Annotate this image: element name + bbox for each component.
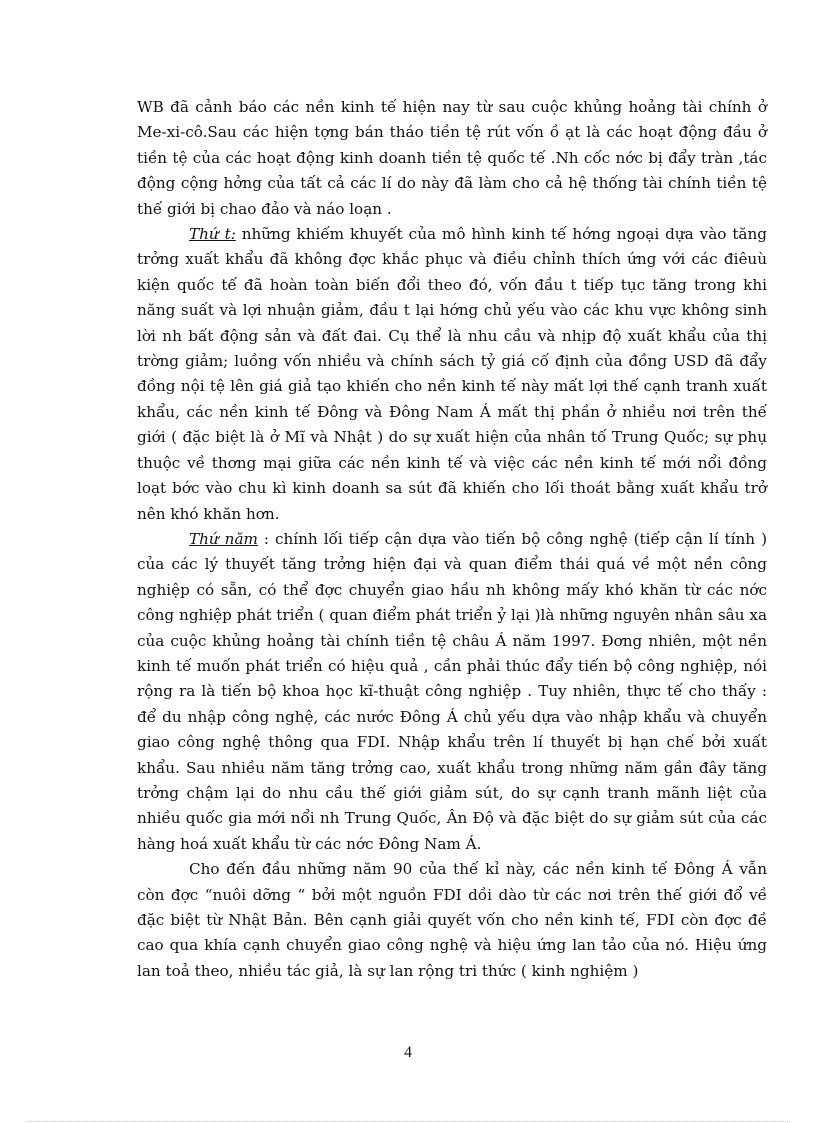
paragraph-2: [137, 222, 767, 527]
section-label-thu-tu: Thứ t:: [189, 225, 236, 244]
body-text: [137, 95, 767, 984]
page-bottom-divider: [28, 1121, 788, 1122]
section-label-thu-nam: Thứ năm: [189, 529, 258, 548]
paragraph-3-text: : chính lối tiếp cận dựa vào tiến bộ công nghệ (tiếp cận lí tính ) của các lý thuyết tăng trởng hiện đại và quan điểm thái quá về một nền công nghiệp có sẵn, có thể đợc chuyển giao hầu nh không mấy khó khăn từ các nớc công nghiệp phát triển ( quan điểm phát triển ỷ lại )là những nguyên nhân sâu xa của cuộc khủng hoảng tài chính tiền tệ châu Á năm 1997. Đơng nhiên, một nền kinh tế muốn phát triển có hiệu quả , cần phải thúc đẩy tiến bộ công nghiệp, nói rộng ra là tiến bộ khoa học kĩ-thuật công nghiệp . Tuy nhiên, thực tế cho thấy : để du nhập công nghệ, các nước Đông Á chủ yếu dựa vào nhập khẩu và chuyển giao công nghệ thông qua FDI. Nhập khẩu trên lí thuyết bị hạn chế bởi xuất khẩu. Sau nhiều năm tăng trởng cao, xuất khẩu trong những năm gần đây tăng trởng chậm lại do nhu cầu thế giới giảm sút, do sự cạnh tranh mãnh liệt của nhiều quốc gia mới nổi nh Trung Quốc, Ân Độ và đặc biệt do sự giảm sút của các hàng hoá xuất khẩu từ các nớc Đông Nam Á.: [137, 529, 767, 853]
page-number: 4: [404, 1044, 412, 1061]
paragraph-2-text: những khiếm khuyết của mô hình kinh tế hớng ngoại dựa vào tăng trởng xuất khẩu đã không đợc khắc phục và điều chỉnh thích ứng với các điêuù kiện quốc tế đã hoàn toàn biến đổi theo đó, vốn đầu t tiếp tục tăng trong khi năng suất và lợi nhuận giảm, đầu t lại hớng chủ yếu vào các khu vực không sinh lời nh bất động sản và đất đai. Cụ thể là nhu cầu và nhịp độ xuất khẩu của thị trờng giảm; luồng vốn nhiều và chính sách tỷ giá cố định của đồng USD đã đẩy đồng nội tệ lên giá giả tạo khiến cho nền kinh tế này mất lợi thế cạnh tranh xuất khẩu, các nền kinh tế Đông và Đông Nam Á mất thị phần ở nhiều nơi trên thế giới ( đặc biệt là ở Mĩ và Nhật ) do sự xuất hiện của nhân tố Trung Quốc; sự phụ thuộc về thơng mại giữa các nền kinh tế và việc các nền kinh tế mới nổi đồng loạt bớc vào chu kì kinh doanh sa sút đã khiến cho lối thoát bằng xuất khẩu trở nên khó khăn hơn.: [137, 225, 767, 523]
paragraph-1: WB đã cảnh báo các nền kinh tế hiện nay từ sau cuộc khủng hoảng tài chính ở Me-xi-cô.Sau các hiện tợng bán tháo tiền tệ rút vốn ồ ạt là các hoạt động đầu ở tiền tệ của các hoạt động kinh doanh tiền tệ quốc tế .Nh cốc nớc bị đẩy tràn ,tác động cộng hởng của tất cả các lí do này đã làm cho cả hệ thống tài chính tiền tệ thế giới bị chao đảo và náo loạn .: [137, 98, 767, 218]
paragraph-4: Cho đến đầu những năm 90 của thế kỉ này, các nền kinh tế Đông Á vẫn còn đợc “nuôi dỡng “ bởi một nguồn FDI dồi dào từ các nơi trên thế giới đổ về đặc biệt từ Nhật Bản. Bên cạnh giải quyết vốn cho nền kinh tế, FDI còn đợc đề cao qua khía cạnh chuyển giao công nghệ và hiệu ứng lan tảo của nó. Hiệu ứng lan toả theo, nhiều tác giả, là sự lan rộng tri thức ( kinh nghiệm ): [137, 860, 767, 980]
paragraph-3: [137, 527, 767, 857]
